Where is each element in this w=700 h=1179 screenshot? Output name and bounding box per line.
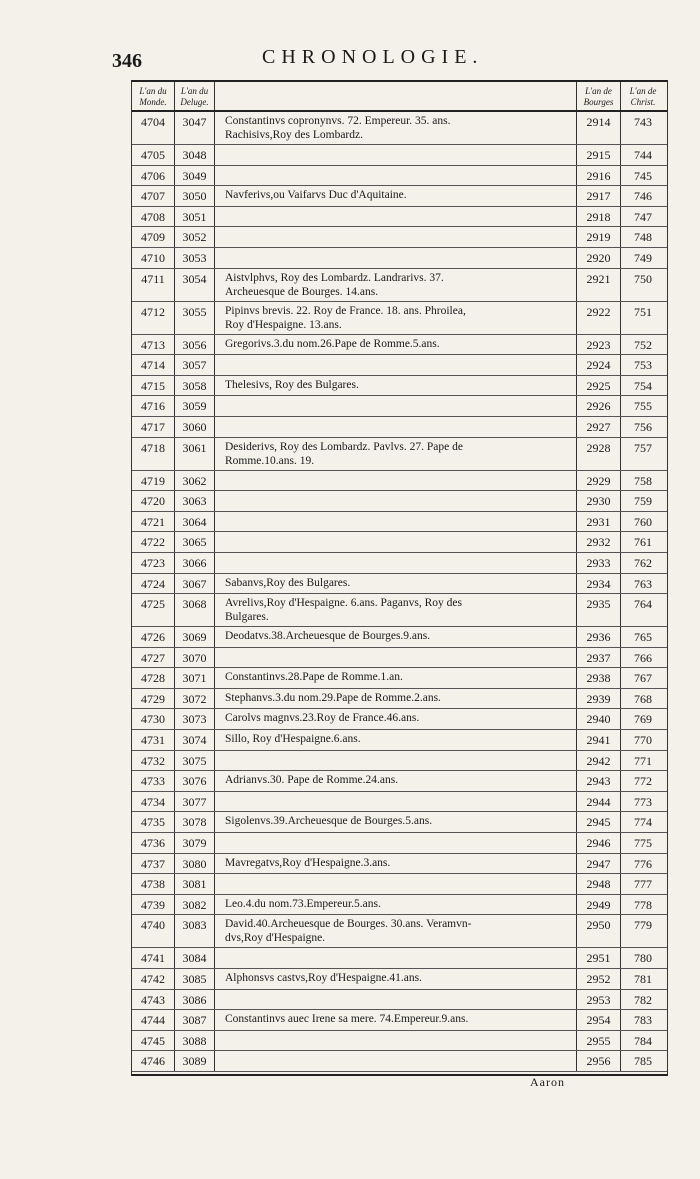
year-an-du-monde: 4723 (132, 553, 175, 573)
year-an-de-christ: 761 (634, 535, 652, 550)
year-an-de-christ: 777 (634, 877, 652, 892)
year-an-du-monde: 4736 (132, 833, 175, 853)
year-an-du-monde: 4716 (132, 396, 175, 416)
year-an-de-bourges: 2956 (577, 1051, 621, 1071)
year-an-de-bourges: 2921 (577, 269, 621, 301)
event-text (215, 874, 577, 894)
year-an-du-deluge: 3073 (175, 709, 215, 729)
event-text (215, 948, 577, 968)
year-an-de-christ: 782 (634, 992, 652, 1007)
event-text (215, 166, 577, 186)
year-an-du-deluge: 3077 (175, 792, 215, 812)
table-row (132, 1010, 667, 1031)
year-an-de-bourges: 2934 (577, 574, 621, 594)
year-an-du-monde: 4708 (132, 207, 175, 227)
year-an-de-christ: 751 (634, 304, 652, 319)
year-an-du-monde: 4714 (132, 355, 175, 375)
year-an-de-christ: 749 (634, 250, 652, 265)
event-text (215, 417, 577, 437)
year-an-de-bourges: 2938 (577, 668, 621, 688)
year-an-du-monde: 4712 (132, 302, 175, 334)
year-an-de-christ: 775 (634, 836, 652, 851)
year-an-de-christ: 771 (634, 753, 652, 768)
event-line-continued: dvs,Roy d'Hespaigne. (225, 932, 326, 945)
event-line: Stephanvs.3.du nom.29.Pape de Romme.2.ans. (225, 691, 441, 704)
year-an-du-deluge: 3061 (175, 438, 215, 470)
year-an-du-monde: 4707 (132, 186, 175, 206)
year-an-de-bourges: 2937 (577, 648, 621, 668)
event-text (215, 438, 577, 470)
table-row (132, 417, 667, 438)
year-an-du-deluge: 3069 (175, 627, 215, 647)
event-text (215, 730, 577, 750)
year-an-de-bourges: 2930 (577, 491, 621, 511)
year-an-de-bourges: 2927 (577, 417, 621, 437)
event-line-continued: Archeuesque de Bourges. 14.ans. (225, 285, 379, 298)
event-text (215, 302, 577, 334)
event-text (215, 709, 577, 729)
table-row (132, 512, 667, 533)
year-an-de-christ: 764 (634, 597, 652, 612)
year-an-du-deluge: 3082 (175, 895, 215, 915)
event-text (215, 355, 577, 375)
year-an-de-christ: 752 (634, 337, 652, 352)
year-an-de-christ: 772 (634, 774, 652, 789)
year-an-de-bourges: 2955 (577, 1031, 621, 1051)
table-row (132, 438, 667, 471)
event-text (215, 854, 577, 874)
event-line: Alphonsvs castvs,Roy d'Hespaigne.41.ans. (225, 972, 422, 984)
year-an-du-deluge: 3066 (175, 553, 215, 573)
year-an-de-bourges: 2920 (577, 248, 621, 268)
table-row (132, 166, 667, 187)
event-text (215, 512, 577, 532)
year-an-de-bourges: 2932 (577, 532, 621, 552)
year-an-de-christ: 754 (634, 378, 652, 393)
year-an-de-christ: 767 (634, 671, 652, 686)
year-an-du-deluge: 3057 (175, 355, 215, 375)
header-events (215, 82, 577, 110)
year-an-du-monde: 4734 (132, 792, 175, 812)
year-an-de-christ: 769 (634, 712, 652, 727)
year-an-du-deluge: 3089 (175, 1051, 215, 1071)
year-an-du-monde: 4745 (132, 1031, 175, 1051)
event-text (215, 1031, 577, 1051)
table-row (132, 915, 667, 948)
table-row (132, 553, 667, 574)
year-an-de-christ: 757 (634, 440, 652, 455)
year-an-de-bourges: 2946 (577, 833, 621, 853)
column-headers (132, 82, 667, 112)
year-an-de-bourges: 2916 (577, 166, 621, 186)
event-line: Desiderivs, Roy des Lombardz. Pavlvs. 27. Pape de (225, 440, 463, 453)
event-line: Deodatvs.38.Archeuesque de Bourges.9.ans. (225, 630, 431, 643)
year-an-du-monde: 4729 (132, 689, 175, 709)
year-an-du-monde: 4709 (132, 227, 175, 247)
table-body (132, 112, 667, 1072)
year-an-du-deluge: 3055 (175, 302, 215, 334)
year-an-de-christ: 743 (634, 115, 652, 129)
year-an-de-bourges: 2947 (577, 854, 621, 874)
year-an-de-christ: 770 (634, 733, 652, 748)
year-an-du-deluge: 3065 (175, 532, 215, 552)
event-text (215, 145, 577, 165)
year-an-du-deluge: 3072 (175, 689, 215, 709)
event-line: Gregorivs.3.du nom.26.Pape de Romme.5.ans. (225, 337, 440, 350)
year-an-de-bourges: 2928 (577, 438, 621, 470)
year-an-de-christ: 750 (634, 271, 652, 286)
year-an-de-bourges: 2933 (577, 553, 621, 573)
year-an-du-deluge: 3062 (175, 471, 215, 491)
year-an-de-christ: 759 (634, 494, 652, 509)
table-row (132, 833, 667, 854)
year-an-de-bourges: 2944 (577, 792, 621, 812)
year-an-du-monde: 4744 (132, 1010, 175, 1030)
table-row (132, 895, 667, 916)
event-line: Carolvs magnvs.23.Roy de France.46.ans. (225, 712, 420, 725)
year-an-de-christ: 753 (634, 358, 652, 373)
header-an-de-christ: L'an de Christ. (629, 86, 657, 107)
table-row (132, 248, 667, 269)
year-an-du-deluge: 3088 (175, 1031, 215, 1051)
year-an-du-monde: 4730 (132, 709, 175, 729)
year-an-du-deluge: 3084 (175, 948, 215, 968)
year-an-du-deluge: 3071 (175, 668, 215, 688)
table-row (132, 376, 667, 397)
event-line: Sigolenvs.39.Archeuesque de Bourges.5.ans. (225, 815, 433, 828)
year-an-du-monde: 4725 (132, 594, 175, 626)
year-an-du-deluge: 3068 (175, 594, 215, 626)
year-an-de-christ: 748 (634, 230, 652, 245)
year-an-du-deluge: 3076 (175, 771, 215, 791)
year-an-de-bourges: 2949 (577, 895, 621, 915)
year-an-du-deluge: 3070 (175, 648, 215, 668)
event-text (215, 771, 577, 791)
table-row (132, 186, 667, 207)
year-an-du-deluge: 3067 (175, 574, 215, 594)
event-text (215, 186, 577, 206)
table-row (132, 812, 667, 833)
event-text (215, 1010, 577, 1030)
event-line: Adrianvs.30. Pape de Romme.24.ans. (225, 774, 399, 787)
year-an-de-bourges: 2954 (577, 1010, 621, 1030)
year-an-du-deluge: 3080 (175, 854, 215, 874)
year-an-du-deluge: 3053 (175, 248, 215, 268)
year-an-de-christ: 781 (634, 972, 652, 986)
table-row (132, 227, 667, 248)
event-line-continued: Roy d'Hespaigne. 13.ans. (225, 318, 342, 331)
year-an-du-monde: 4741 (132, 948, 175, 968)
year-an-de-bourges: 2950 (577, 915, 621, 947)
table-row (132, 689, 667, 710)
year-an-du-deluge: 3049 (175, 166, 215, 186)
year-an-de-christ: 785 (634, 1054, 652, 1069)
event-text (215, 792, 577, 812)
year-an-du-monde: 4727 (132, 648, 175, 668)
table-row (132, 730, 667, 751)
table-row (132, 491, 667, 512)
table-row (132, 302, 667, 335)
event-text (215, 396, 577, 416)
year-an-de-christ: 779 (634, 918, 652, 933)
event-text (215, 648, 577, 668)
event-text (215, 1051, 577, 1071)
year-an-de-christ: 784 (634, 1033, 652, 1048)
year-an-du-monde: 4733 (132, 771, 175, 791)
year-an-de-bourges: 2952 (577, 969, 621, 989)
table-row (132, 969, 667, 990)
event-text (215, 668, 577, 688)
table-row (132, 709, 667, 730)
year-an-de-christ: 765 (634, 630, 652, 645)
event-text (215, 915, 577, 947)
table-row (132, 792, 667, 813)
catchword: Aaron (530, 1075, 565, 1089)
event-text (215, 248, 577, 268)
event-text (215, 627, 577, 647)
table-row (132, 1051, 667, 1072)
year-an-de-christ: 762 (634, 555, 652, 570)
event-line-continued: Romme.10.ans. 19. (225, 454, 315, 467)
year-an-de-bourges: 2923 (577, 335, 621, 355)
year-an-de-bourges: 2922 (577, 302, 621, 334)
year-an-de-bourges: 2939 (577, 689, 621, 709)
year-an-de-christ: 744 (634, 148, 652, 162)
event-text (215, 594, 577, 626)
year-an-du-monde: 4731 (132, 730, 175, 750)
year-an-du-monde: 4722 (132, 532, 175, 552)
year-an-du-monde: 4706 (132, 166, 175, 186)
year-an-de-bourges: 2926 (577, 396, 621, 416)
year-an-de-bourges: 2940 (577, 709, 621, 729)
year-an-du-monde: 4726 (132, 627, 175, 647)
year-an-de-christ: 774 (634, 815, 652, 830)
event-text (215, 491, 577, 511)
year-an-de-bourges: 2941 (577, 730, 621, 750)
event-text (215, 969, 577, 989)
table-row (132, 668, 667, 689)
year-an-de-bourges: 2948 (577, 874, 621, 894)
year-an-du-monde: 4705 (132, 145, 175, 165)
event-text (215, 471, 577, 491)
event-text (215, 812, 577, 832)
event-text (215, 990, 577, 1010)
table-row (132, 648, 667, 669)
page-number: 346 (112, 50, 142, 72)
year-an-de-bourges: 2924 (577, 355, 621, 375)
year-an-de-bourges: 2915 (577, 145, 621, 165)
table-row (132, 335, 667, 356)
year-an-de-christ: 783 (634, 1013, 652, 1028)
year-an-du-deluge: 3078 (175, 812, 215, 832)
event-text (215, 532, 577, 552)
event-text (215, 269, 577, 301)
year-an-du-monde: 4711 (132, 269, 175, 301)
year-an-de-bourges: 2942 (577, 751, 621, 771)
year-an-du-monde: 4742 (132, 969, 175, 989)
year-an-de-christ: 745 (634, 168, 652, 183)
event-line: Constantinvs copronynvs. 72. Empereur. 35. ans. (225, 115, 451, 127)
year-an-de-bourges: 2918 (577, 207, 621, 227)
event-line-continued: Bulgares. (225, 611, 269, 624)
year-an-du-deluge: 3054 (175, 269, 215, 301)
year-an-du-monde: 4739 (132, 895, 175, 915)
year-an-de-bourges: 2917 (577, 186, 621, 206)
table-row (132, 396, 667, 417)
chronology-table (131, 80, 668, 1076)
event-line: Constantinvs.28.Pape de Romme.1.an. (225, 671, 403, 684)
event-line: Mavregatvs,Roy d'Hespaigne.3.ans. (225, 856, 391, 869)
event-line: Pipinvs brevis. 22. Roy de France. 18. ans. Phroilea, (225, 304, 466, 317)
running-title: CHRONOLOGIE. (262, 46, 484, 68)
event-line: Leo.4.du nom.73.Empereur.5.ans. (225, 897, 381, 910)
year-an-du-deluge: 3052 (175, 227, 215, 247)
table-row (132, 471, 667, 492)
year-an-de-christ: 773 (634, 794, 652, 809)
year-an-du-deluge: 3048 (175, 145, 215, 165)
year-an-de-christ: 758 (634, 473, 652, 488)
event-text (215, 689, 577, 709)
year-an-du-monde: 4713 (132, 335, 175, 355)
table-row (132, 771, 667, 792)
table-row (132, 751, 667, 772)
event-line: Thelesivs, Roy des Bulgares. (225, 378, 359, 391)
event-line: Aistvlphvs, Roy des Lombardz. Landrarivs. 37. (225, 271, 444, 284)
table-row (132, 627, 667, 648)
table-row (132, 1031, 667, 1052)
header-an-de-bourges: L'an de Bourges (577, 82, 621, 110)
table-row (132, 269, 667, 302)
year-an-de-christ: 780 (634, 951, 652, 966)
year-an-du-deluge: 3075 (175, 751, 215, 771)
table-row (132, 207, 667, 228)
table-row (132, 990, 667, 1011)
table-row (132, 874, 667, 895)
year-an-du-deluge: 3083 (175, 915, 215, 947)
year-an-du-deluge: 3063 (175, 491, 215, 511)
year-an-du-monde: 4718 (132, 438, 175, 470)
table-row (132, 574, 667, 595)
year-an-du-deluge: 3050 (175, 186, 215, 206)
table-row (132, 532, 667, 553)
table-row (132, 948, 667, 969)
year-an-du-deluge: 3087 (175, 1010, 215, 1030)
table-row (132, 854, 667, 875)
event-line: Sabanvs,Roy des Bulgares. (225, 576, 351, 589)
year-an-du-monde: 4717 (132, 417, 175, 437)
year-an-de-christ: 776 (634, 856, 652, 871)
year-an-du-deluge: 3051 (175, 207, 215, 227)
year-an-du-deluge: 3079 (175, 833, 215, 853)
year-an-du-deluge: 3081 (175, 874, 215, 894)
year-an-du-deluge: 3047 (175, 112, 215, 144)
year-an-du-monde: 4740 (132, 915, 175, 947)
year-an-de-bourges: 2945 (577, 812, 621, 832)
year-an-de-bourges: 2931 (577, 512, 621, 532)
year-an-du-deluge: 3056 (175, 335, 215, 355)
year-an-de-christ: 756 (634, 419, 652, 434)
event-text (215, 207, 577, 227)
event-text (215, 112, 577, 144)
year-an-du-monde: 4719 (132, 471, 175, 491)
year-an-du-deluge: 3064 (175, 512, 215, 532)
year-an-de-christ: 755 (634, 399, 652, 414)
year-an-du-deluge: 3085 (175, 969, 215, 989)
year-an-du-monde: 4721 (132, 512, 175, 532)
year-an-du-monde: 4728 (132, 668, 175, 688)
table-row (132, 594, 667, 627)
year-an-de-christ: 747 (634, 209, 652, 224)
year-an-du-deluge: 3058 (175, 376, 215, 396)
year-an-du-monde: 4738 (132, 874, 175, 894)
year-an-de-bourges: 2943 (577, 771, 621, 791)
event-line: Sillo, Roy d'Hespaigne.6.ans. (225, 733, 361, 746)
year-an-du-deluge: 3059 (175, 396, 215, 416)
year-an-du-deluge: 3074 (175, 730, 215, 750)
year-an-de-bourges: 2935 (577, 594, 621, 626)
year-an-du-monde: 4704 (132, 112, 175, 144)
year-an-du-monde: 4732 (132, 751, 175, 771)
year-an-de-bourges: 2914 (577, 112, 621, 144)
table-row (132, 355, 667, 376)
event-text (215, 553, 577, 573)
year-an-de-bourges: 2953 (577, 990, 621, 1010)
event-text (215, 833, 577, 853)
year-an-de-christ: 768 (634, 691, 652, 706)
event-text (215, 574, 577, 594)
table-row (132, 112, 667, 145)
year-an-de-bourges: 2929 (577, 471, 621, 491)
year-an-de-christ: 746 (634, 189, 652, 204)
year-an-du-monde: 4710 (132, 248, 175, 268)
year-an-de-bourges: 2936 (577, 627, 621, 647)
event-line-continued: Rachisivs,Roy des Lombardz. (225, 129, 363, 141)
year-an-de-bourges: 2925 (577, 376, 621, 396)
event-text (215, 335, 577, 355)
year-an-du-monde: 4724 (132, 574, 175, 594)
year-an-du-deluge: 3060 (175, 417, 215, 437)
table-row (132, 145, 667, 166)
event-line: Avrelivs,Roy d'Hespaigne. 6.ans. Paganvs, Roy des (225, 597, 462, 610)
event-text (215, 895, 577, 915)
year-an-du-monde: 4715 (132, 376, 175, 396)
year-an-du-deluge: 3086 (175, 990, 215, 1010)
header-an-du-deluge: L'an du Deluge. (175, 82, 215, 110)
year-an-de-christ: 763 (634, 576, 652, 591)
year-an-de-christ: 766 (634, 650, 652, 665)
year-an-du-monde: 4746 (132, 1051, 175, 1071)
year-an-de-christ: 778 (634, 897, 652, 912)
event-text (215, 227, 577, 247)
event-line: David.40.Archeuesque de Bourges. 30.ans. Veramvn- (225, 918, 472, 931)
event-text (215, 376, 577, 396)
year-an-du-monde: 4737 (132, 854, 175, 874)
year-an-du-monde: 4743 (132, 990, 175, 1010)
year-an-de-bourges: 2951 (577, 948, 621, 968)
year-an-de-bourges: 2919 (577, 227, 621, 247)
year-an-du-monde: 4735 (132, 812, 175, 832)
year-an-de-christ: 760 (634, 514, 652, 529)
event-line: Navferivs,ou Vaifarvs Duc d'Aquitaine. (225, 189, 407, 202)
event-text (215, 751, 577, 771)
year-an-du-monde: 4720 (132, 491, 175, 511)
header-an-du-monde: L'an du Monde. (132, 82, 175, 110)
event-line: Constantinvs auec Irene sa mere. 74.Empereur.9.ans. (225, 1013, 469, 1026)
